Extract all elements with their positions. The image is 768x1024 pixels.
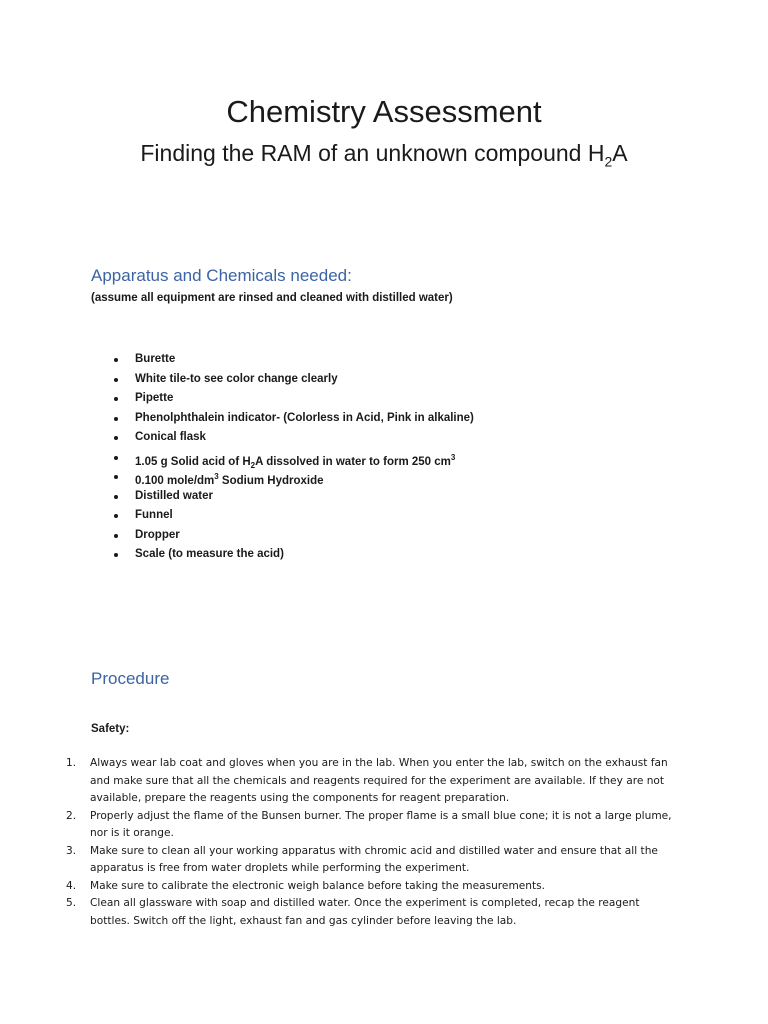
list-item-text: A dissolved in water to form 250 cm xyxy=(255,455,451,468)
list-item-text: 1.05 g Solid acid of H xyxy=(135,455,251,468)
bullet-icon xyxy=(114,475,118,479)
bullet-icon xyxy=(114,534,118,538)
list-item xyxy=(66,843,682,878)
list-item-text: White tile-to see color change clearly xyxy=(135,372,338,385)
bullet-icon xyxy=(114,378,118,382)
bullet-icon xyxy=(114,436,118,440)
list-item xyxy=(112,448,474,468)
safety-steps-list xyxy=(66,755,682,930)
document-subtitle xyxy=(0,140,768,170)
list-item xyxy=(112,487,474,507)
bullet-icon xyxy=(114,456,118,460)
step-number: 3. xyxy=(66,844,77,857)
superscript: 3 xyxy=(214,472,219,481)
step-text: Make sure to clean all your working apparatus with chromic acid and distilled water and ensure that all the apparatus is free from water droplets while performing the experiment. xyxy=(90,844,658,874)
apparatus-heading: Apparatus and Chemicals needed: xyxy=(91,266,352,285)
list-item xyxy=(112,350,474,370)
list-item xyxy=(66,895,682,930)
list-item xyxy=(112,370,474,390)
apparatus-list xyxy=(112,350,474,565)
list-item xyxy=(112,467,474,487)
step-text: Clean all glassware with soap and distilled water. Once the experiment is completed, recap the reagent bottles. Switch off the light, exhaust fan and gas cylinder before leaving the lab. xyxy=(90,897,640,927)
list-item xyxy=(112,428,474,448)
list-item xyxy=(112,409,474,429)
list-item-text: Pipette xyxy=(135,392,174,404)
list-item xyxy=(112,389,474,409)
list-item-text: Funnel xyxy=(135,509,173,521)
subtitle-subscript: 2 xyxy=(604,153,613,170)
bullet-icon xyxy=(114,514,118,518)
list-item xyxy=(66,808,682,843)
list-item-text: 0.100 mole/dm xyxy=(135,474,215,487)
list-item xyxy=(112,506,474,526)
list-item-text: Conical flask xyxy=(135,431,206,443)
list-item-text: Scale (to measure the acid) xyxy=(135,548,284,560)
bullet-icon xyxy=(114,397,118,401)
step-text: Make sure to calibrate the electronic weigh balance before taking the measurements. xyxy=(90,879,546,892)
subtitle-tail: A xyxy=(612,140,628,166)
list-item xyxy=(112,526,474,546)
list-item xyxy=(112,545,474,565)
bullet-icon xyxy=(114,358,118,362)
bullet-icon xyxy=(114,495,118,499)
subtitle-main: Finding the RAM of an unknown compound H xyxy=(140,140,605,166)
step-text: Always wear lab coat and gloves when you are in the lab. When you enter the lab, switch on the exhaust fan and make sure that all the chemicals and reagents required for the experiment are available. If they are not available, prepare the reagents using the components for reagent preparation. xyxy=(90,757,668,804)
safety-label: Safety: xyxy=(91,723,130,735)
list-item-text: Sodium Hydroxide xyxy=(218,474,324,487)
list-item-text: Distilled water xyxy=(135,489,213,502)
step-number: 4. xyxy=(66,879,77,892)
superscript: 3 xyxy=(450,452,456,462)
step-number: 1. xyxy=(66,757,77,769)
list-item-text: Phenolphthalein indicator- (Colorless in Acid, Pink in alkaline) xyxy=(135,411,474,424)
step-text: Properly adjust the flame of the Bunsen burner. The proper flame is a small blue cone; it is not a large plume, nor is it orange. xyxy=(90,809,672,839)
list-item xyxy=(66,878,682,896)
document-title: Chemistry Assessment xyxy=(226,94,542,129)
procedure-heading: Procedure xyxy=(91,669,170,688)
step-number: 5. xyxy=(66,897,77,909)
list-item-text: Dropper xyxy=(135,528,180,541)
subscript: 2 xyxy=(250,460,256,470)
bullet-icon xyxy=(114,553,118,557)
bullet-icon xyxy=(114,417,118,421)
step-number: 2. xyxy=(66,809,77,822)
list-item-text: Burette xyxy=(135,353,176,365)
list-item xyxy=(66,755,682,808)
apparatus-note: (assume all equipment are rinsed and cleaned with distilled water) xyxy=(91,292,453,304)
